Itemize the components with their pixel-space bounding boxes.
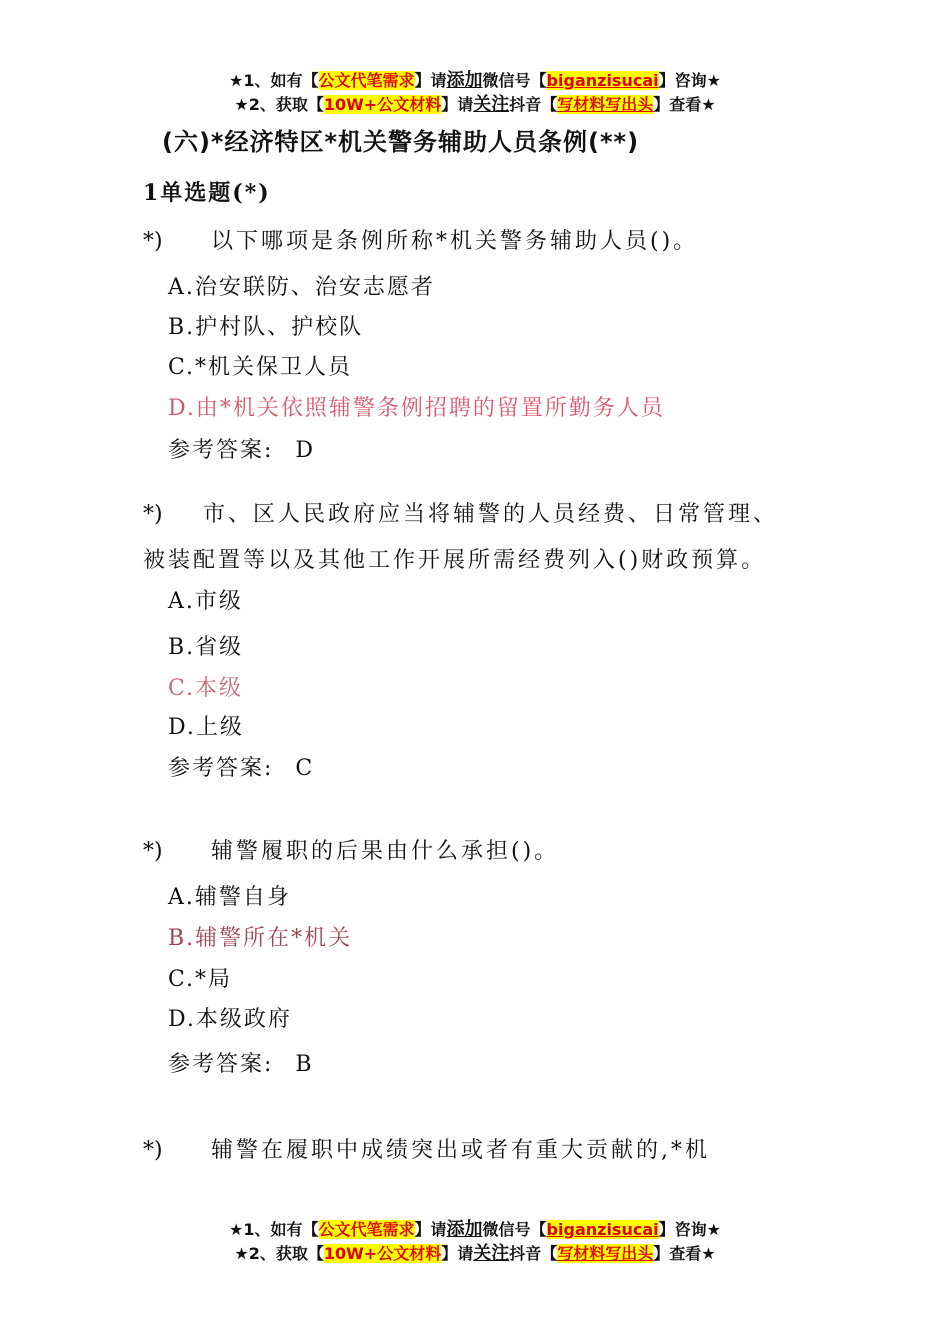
- banner-text: 】请: [414, 1220, 447, 1239]
- banner-highlight: 10W+公文材料: [323, 95, 442, 114]
- question-number: *): [143, 839, 163, 864]
- bottom-banner-line-1: [0, 1219, 950, 1241]
- banner-highlight: 公文代笔需求: [318, 71, 415, 90]
- banner-text: 】咨询★: [658, 71, 721, 90]
- answer-label: 参考答案:: [168, 1052, 274, 1077]
- banner-underline: 关注: [473, 1243, 510, 1264]
- question-number: *): [143, 502, 163, 527]
- banner-underline: 添加: [446, 1219, 483, 1240]
- option-c: C.*机关保卫人员: [168, 355, 353, 380]
- banner-text: 抖音【: [509, 95, 558, 114]
- banner-text: ★1、如有【: [229, 1220, 319, 1239]
- banner-douyin-id: 写材料写出头: [557, 95, 654, 114]
- banner-text: 】查看★: [653, 1244, 716, 1263]
- question-3: [143, 834, 559, 865]
- option-a: A.辅警自身: [168, 885, 291, 910]
- question-number: *): [143, 1138, 163, 1163]
- option-d: D.上级: [168, 715, 244, 740]
- option-d-correct: D.由*机关依照辅警条例招聘的留置所勤务人员: [168, 396, 665, 421]
- banner-underline: 添加: [446, 70, 483, 91]
- banner-highlight: 公文代笔需求: [318, 1220, 415, 1239]
- banner-text: 微信号【: [482, 71, 547, 90]
- question-number: *): [143, 229, 163, 254]
- banner-text: ★2、获取【: [234, 95, 324, 114]
- answer-value: C: [295, 756, 315, 781]
- option-a: A.市级: [168, 589, 243, 614]
- banner-highlight: 10W+公文材料: [323, 1244, 442, 1263]
- banner-wechat-id: biganzisucai: [546, 71, 659, 90]
- option-c-correct: C.本级: [168, 676, 244, 701]
- answer-value: D: [295, 438, 316, 463]
- option-a: A.治安联防、治安志愿者: [168, 275, 435, 300]
- banner-text: 】咨询★: [658, 1220, 721, 1239]
- banner-text: 抖音【: [509, 1244, 558, 1263]
- banner-text: ★1、如有【: [229, 71, 319, 90]
- bottom-banner-line-2: [0, 1243, 950, 1265]
- answer-label: 参考答案:: [168, 438, 274, 463]
- answer-row: [168, 751, 314, 782]
- banner-underline: 关注: [473, 94, 510, 115]
- top-banner-line-1: [0, 70, 950, 92]
- answer-row: [168, 1047, 314, 1078]
- banner-wechat-id: biganzisucai: [546, 1220, 659, 1239]
- document-title: (六)*经济特区*机关警务辅助人员条例(**): [162, 128, 640, 156]
- answer-value: B: [295, 1052, 314, 1077]
- top-banner-line-2: [0, 94, 950, 116]
- question-4: [143, 1133, 710, 1164]
- question-1: [143, 224, 698, 255]
- question-text: 市、区人民政府应当将辅警的人员经费、日常管理、: [203, 502, 779, 527]
- banner-text: 微信号【: [482, 1220, 547, 1239]
- question-text: 辅警履职的后果由什么承担()。: [211, 839, 560, 864]
- answer-row: [168, 433, 315, 464]
- option-b: B.省级: [168, 635, 244, 660]
- answer-label: 参考答案:: [168, 756, 274, 781]
- banner-text: ★2、获取【: [234, 1244, 324, 1263]
- question-text: 辅警在履职中成绩突出或者有重大贡献的,*机: [211, 1138, 710, 1163]
- option-b: B.护村队、护校队: [168, 315, 364, 340]
- banner-text: 】请: [414, 71, 447, 90]
- section-heading: 1单选题(*): [143, 180, 271, 206]
- question-text: 以下哪项是条例所称*机关警务辅助人员()。: [211, 229, 699, 254]
- banner-text: 】查看★: [653, 95, 716, 114]
- banner-douyin-id: 写材料写出头: [557, 1244, 654, 1263]
- option-b-correct: B.辅警所在*机关: [168, 926, 353, 951]
- banner-text: 】请: [441, 1244, 474, 1263]
- banner-text: 】请: [441, 95, 474, 114]
- option-d: D.本级政府: [168, 1007, 292, 1032]
- question-text-continued: 被装配置等以及其他工作开展所需经费列入()财政预算。: [143, 548, 767, 573]
- question-2: [143, 497, 778, 528]
- option-c: C.*局: [168, 967, 233, 992]
